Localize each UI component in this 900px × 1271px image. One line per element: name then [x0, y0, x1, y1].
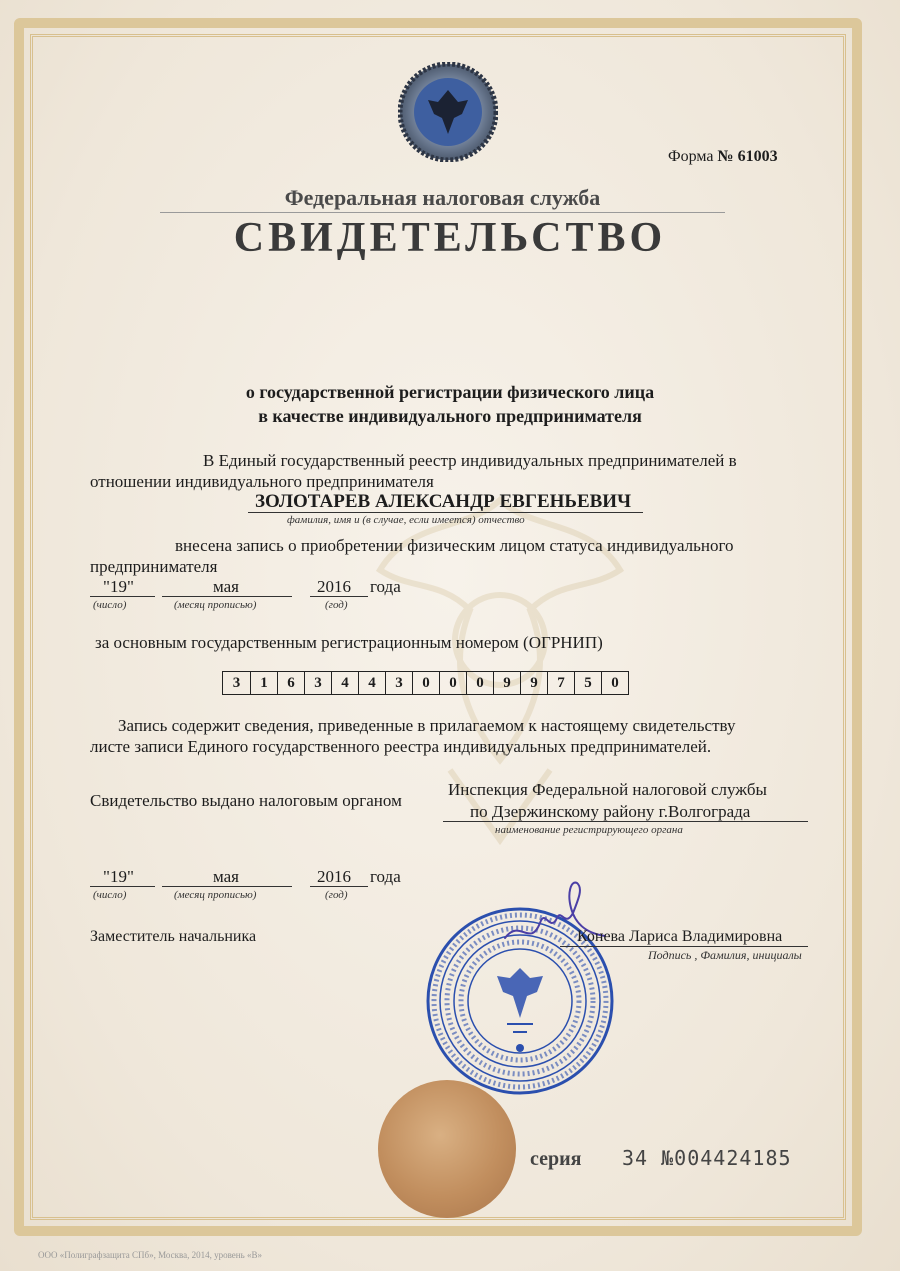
- date1-month-hint: (месяц прописью): [174, 599, 257, 611]
- issuer-underline: [443, 821, 808, 822]
- date1-year-underline: [310, 596, 368, 597]
- person-name-hint: фамилия, имя и (в случае, если имеется) отчество: [287, 514, 525, 526]
- person-name-underline: [248, 512, 643, 513]
- entry-line-2: предпринимателя: [90, 557, 218, 576]
- ogrnip-digit: 3: [304, 672, 331, 694]
- date1-day: "19": [103, 577, 134, 596]
- issuer-hint: наименование регистрирующего органа: [495, 824, 683, 836]
- person-name: ЗОЛОТАРЕВ АЛЕКСАНДР ЕВГЕНЬЕВИЧ: [255, 491, 632, 512]
- date2-day: "19": [103, 867, 134, 886]
- document-subtitle: о государственной регистрации физического лица в качестве индивидуального предпринимателя: [245, 382, 655, 426]
- ogrnip-digit: 9: [493, 672, 520, 694]
- record-line-2: листе записи Единого государственного реестра индивидуальных предпринимателей.: [90, 737, 712, 756]
- signer-position: Заместитель начальника: [90, 928, 257, 945]
- date2-day-underline: [90, 886, 155, 887]
- issuer-line-1: Инспекция Федеральной налоговой службы: [448, 780, 767, 799]
- ogrnip-digit: 0: [439, 672, 466, 694]
- agency-underline: [160, 212, 725, 213]
- date1-suffix: года: [370, 577, 401, 596]
- date2-month: мая: [213, 867, 240, 886]
- ogrnip-digit: 7: [547, 672, 574, 694]
- ogrnip-digit: 5: [574, 672, 601, 694]
- date2-month-underline: [162, 886, 292, 887]
- date1-month: мая: [213, 577, 240, 596]
- ogrnip-digit: 0: [412, 672, 439, 694]
- date1-year: 2016: [317, 577, 351, 596]
- date1-day-underline: [90, 596, 155, 597]
- date2-day-hint: (число): [93, 889, 127, 901]
- document-title: СВИДЕТЕЛЬСТВО: [233, 215, 667, 261]
- date1-day-hint: (число): [93, 599, 127, 611]
- date2-year-underline: [310, 886, 368, 887]
- date1-month-underline: [162, 596, 292, 597]
- ogrnip-digit: 0: [601, 672, 628, 694]
- serie-number: 34 №004424185: [622, 1146, 792, 1170]
- signer-name: Конева Лариса Владимировна: [577, 928, 783, 945]
- date2-year-hint: (год): [325, 889, 348, 901]
- date2-suffix: года: [370, 867, 401, 886]
- ogrnip-digit: 6: [277, 672, 304, 694]
- ogrnip-digit: 3: [232, 675, 241, 691]
- ogrnip-number-boxes: [222, 671, 629, 695]
- ogrnip-digit: 3: [385, 672, 412, 694]
- ogrnip-digit: 0: [466, 672, 493, 694]
- form-number: Форма № 61003: [668, 148, 778, 165]
- gold-security-seal-icon: [378, 1080, 516, 1218]
- issuer-line-2: по Дзержинскому району г.Волгограда: [470, 802, 751, 821]
- signer-hint: Подпись , Фамилия, инициалы: [648, 948, 802, 962]
- ogrnip-label: за основным государственным регистрационным номером (ОГРНИП): [95, 633, 603, 652]
- record-line-1: Запись содержит сведения, приведенные в прилагаемом к настоящему свидетельству: [118, 716, 736, 735]
- ogrnip-digit: 1: [250, 672, 277, 694]
- date1-year-hint: (год): [325, 599, 348, 611]
- date2-year: 2016: [317, 867, 351, 886]
- serie-label: серия: [530, 1148, 582, 1170]
- date2-month-hint: (месяц прописью): [174, 889, 257, 901]
- signer-underline: [560, 946, 808, 947]
- agency-name: Федеральная налоговая служба: [284, 185, 601, 210]
- ogrnip-digit: 4: [331, 672, 358, 694]
- entry-line-1: внесена запись о приобретении физическим лицом статуса индивидуального: [175, 536, 734, 555]
- printer-note: ООО «Полиграфзащита СПб», Москва, 2014, уровень «В»: [38, 1250, 262, 1260]
- ogrnip-digit: 9: [520, 672, 547, 694]
- coat-of-arms-hologram-icon: [398, 62, 498, 162]
- issued-by-label: Свидетельство выдано налоговым органом: [90, 791, 402, 810]
- registry-line-2: отношении индивидуального предпринимателя: [90, 472, 434, 491]
- registry-line-1: В Единый государственный реестр индивидуальных предпринимателей в: [203, 451, 737, 470]
- ogrnip-digit: 4: [358, 672, 385, 694]
